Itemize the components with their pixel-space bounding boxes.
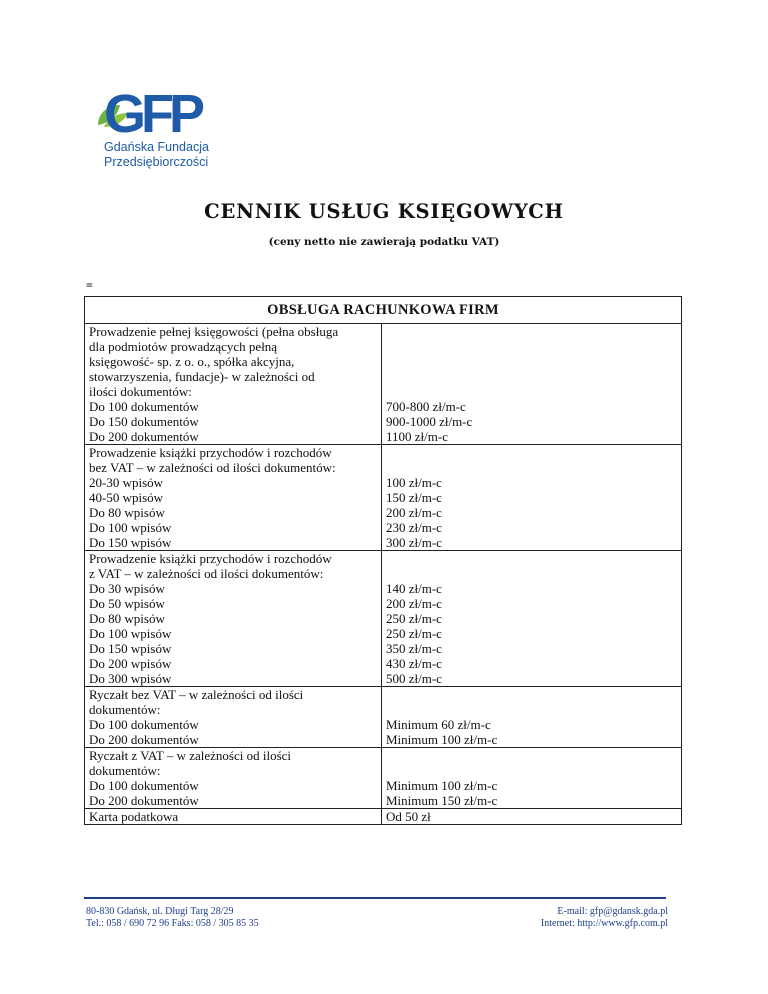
service-description-line: Do 100 dokumentów	[89, 778, 199, 793]
page-title: CENNIK USŁUG KSIĘGOWYCH	[204, 200, 564, 223]
service-description-line: Do 80 wpisów	[89, 611, 165, 626]
service-description-line: Ryczałt z VAT – w zależności od ilości	[89, 748, 292, 763]
service-description-line: Do 50 wpisów	[89, 596, 165, 611]
price-line: 250 zł/m-c	[386, 611, 442, 626]
service-description-line: bez VAT – w zależności od ilości dokumentów:	[89, 460, 336, 475]
price-line	[386, 445, 677, 460]
price-line: Minimum 100 zł/m-c	[386, 778, 498, 793]
service-description-line: Prowadzenie książki przychodów i rozchodów	[89, 445, 332, 460]
service-description-line: Do 200 dokumentów	[89, 732, 199, 747]
service-description-cell	[85, 551, 382, 687]
price-line	[386, 369, 677, 384]
service-description-line: Do 300 wpisów	[89, 671, 172, 686]
price-line: 1100 zł/m-c	[386, 429, 448, 444]
price-cell	[382, 551, 682, 687]
price-cell	[382, 687, 682, 748]
service-description-line: ilości dokumentów:	[89, 384, 192, 399]
gfp-logo	[92, 84, 252, 174]
table-row	[85, 687, 682, 748]
page-subtitle: (ceny netto nie zawierają podatku VAT)	[268, 236, 500, 248]
service-description-line: Prowadzenie pełnej księgowości (pełna obsługa	[89, 324, 339, 339]
service-description-line: Do 150 dokumentów	[89, 414, 199, 429]
service-description-line: z VAT – w zależności od ilości dokumentów:	[89, 566, 324, 581]
footer-address: 80-830 Gdańsk, ul. Długi Targ 28/29	[86, 906, 234, 917]
price-line: Od 50 zł	[386, 809, 431, 824]
service-description-line: 40-50 wpisów	[89, 490, 164, 505]
service-description-line: Do 100 wpisów	[89, 520, 172, 535]
service-description-line: dokumentów:	[89, 702, 161, 717]
price-line	[386, 566, 677, 581]
table-row	[85, 445, 682, 551]
price-line: 140 zł/m-c	[386, 581, 442, 596]
service-description-line: Do 30 wpisów	[89, 581, 165, 596]
service-description-line: Do 100 dokumentów	[89, 717, 199, 732]
table-row	[85, 551, 682, 687]
price-line: 350 zł/m-c	[386, 641, 442, 656]
service-description-line: Ryczałt bez VAT – w zależności od ilości	[89, 687, 304, 702]
logo-wordmark: GFP	[104, 84, 201, 144]
table-body	[85, 324, 682, 825]
price-line: 230 zł/m-c	[386, 520, 442, 535]
price-line: 300 zł/m-c	[386, 535, 442, 550]
service-description-line: 20-30 wpisów	[89, 475, 164, 490]
table-header: OBSŁUGA RACHUNKOWA FIRM	[85, 297, 682, 324]
service-description-cell	[85, 809, 382, 825]
footer-phone: Tel.: 058 / 690 72 96 Faks: 058 / 305 85 35	[86, 918, 259, 929]
price-line: 250 zł/m-c	[386, 626, 442, 641]
service-description-cell	[85, 687, 382, 748]
service-description-line: Do 200 wpisów	[89, 656, 172, 671]
service-description-line: Do 80 wpisów	[89, 505, 165, 520]
price-line: 150 zł/m-c	[386, 490, 442, 505]
service-description-line: stowarzyszenia, fundacje)- w zależności od	[89, 369, 315, 384]
footer-rule	[84, 897, 666, 899]
service-description-cell	[85, 445, 382, 551]
service-description-line: Do 100 dokumentów	[89, 399, 199, 414]
price-cell	[382, 445, 682, 551]
price-line	[386, 354, 677, 369]
price-cell	[382, 748, 682, 809]
service-description-cell	[85, 748, 382, 809]
price-cell	[382, 324, 682, 445]
pricing-table	[84, 296, 682, 825]
price-line	[386, 702, 677, 717]
service-description-line: dokumentów:	[89, 763, 161, 778]
price-cell	[382, 809, 682, 825]
service-description-line: dla podmiotów prowadzących pełną	[89, 339, 278, 354]
price-line: Minimum 150 zł/m-c	[386, 793, 498, 808]
service-description-line: Do 200 dokumentów	[89, 429, 199, 444]
price-line: Minimum 100 zł/m-c	[386, 732, 498, 747]
footer-contact-right	[541, 906, 668, 930]
service-description-line: Do 200 dokumentów	[89, 793, 199, 808]
price-line	[386, 324, 677, 339]
price-line: 200 zł/m-c	[386, 505, 442, 520]
table-header-row	[85, 297, 682, 324]
price-line: Minimum 60 zł/m-c	[386, 717, 491, 732]
price-line	[386, 551, 677, 566]
table-row	[85, 809, 682, 825]
price-line	[386, 748, 677, 763]
service-description-line: Do 100 wpisów	[89, 626, 172, 641]
footer-internet: Internet: http://www.gfp.com.pl	[540, 918, 668, 929]
footer-contact-left	[86, 906, 259, 930]
price-line: 200 zł/m-c	[386, 596, 442, 611]
service-description-line: Prowadzenie książki przychodów i rozchodów	[89, 551, 332, 566]
price-line	[386, 763, 677, 778]
logo-line-1: Gdańska Fundacja	[104, 140, 209, 154]
logo-subtitle	[104, 140, 209, 170]
table-row	[85, 324, 682, 445]
price-line: 900-1000 zł/m-c	[386, 414, 473, 429]
footer-email: E-mail: gfp@gdansk.gda.pl	[557, 906, 668, 917]
price-line: 100 zł/m-c	[386, 475, 442, 490]
price-line: 700-800 zł/m-c	[386, 399, 466, 414]
service-description-cell	[85, 324, 382, 445]
service-description-line: Do 150 wpisów	[89, 641, 172, 656]
price-line	[386, 460, 677, 475]
table-row	[85, 748, 682, 809]
price-line	[386, 339, 677, 354]
price-line	[386, 384, 677, 399]
logo-line-2: Przedsiębiorczości	[104, 155, 209, 169]
price-line: 500 zł/m-c	[386, 671, 442, 686]
equal-mark: =	[86, 278, 93, 292]
price-line: 430 zł/m-c	[386, 656, 442, 671]
service-description-line: Karta podatkowa	[89, 809, 179, 824]
service-description-line: księgowość- sp. z o. o., spółka akcyjna,	[89, 354, 295, 369]
price-line	[386, 687, 677, 702]
service-description-line: Do 150 wpisów	[89, 535, 172, 550]
